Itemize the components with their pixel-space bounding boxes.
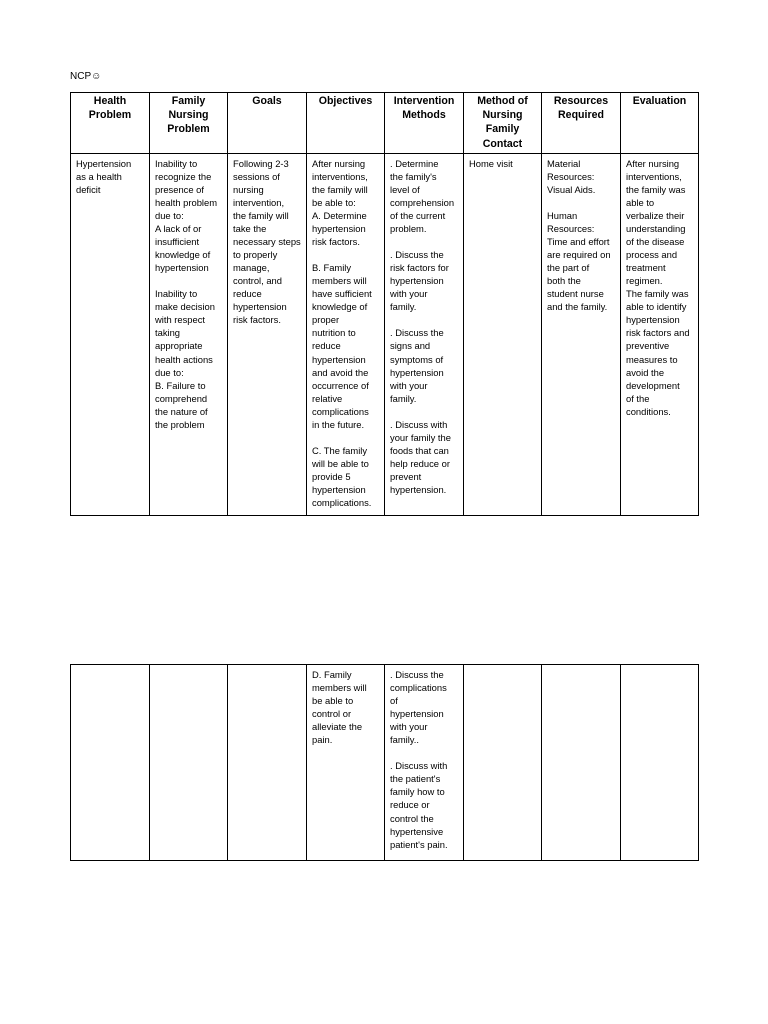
cell-objectives: D. Family members will be able to control or alleviate the pain. <box>307 665 385 861</box>
cell-health-problem <box>71 665 150 861</box>
header-objectives: Objectives <box>307 93 385 154</box>
header-resources-required: Resources Required <box>542 93 621 154</box>
cell-family-nursing-problem: Inability to recognize the presence of health problem due to: A lack of or insufficient knowledge of hypertension Inability to make decision with respect taking appropriate health actions due to: B. Failure to comprehend the nature of the problem <box>150 153 228 515</box>
cell-intervention-methods: . Determine the family's level of comprehension of the current problem. . Discuss the risk factors for hypertension with your family. . Discuss the signs and symptoms of hypertension with your family. . Discuss with your family the foods that can help reduce or prevent hypertension. <box>385 153 464 515</box>
table-header-row <box>71 93 699 154</box>
header-goals: Goals <box>228 93 307 154</box>
header-method-of-contact: Method of Nursing Family Contact <box>464 93 542 154</box>
cell-goals: Following 2-3 sessions of nursing intervention, the family will take the necessary steps to properly manage, control, and reduce hypertension risk factors. <box>228 153 307 515</box>
cell-method-of-contact: Home visit <box>464 153 542 515</box>
cell-intervention-methods: . Discuss the complications of hypertension with your family.. . Discuss with the patient's family how to reduce or control the hypertensive patient's pain. <box>385 665 464 861</box>
cell-objectives: After nursing interventions, the family will be able to: A. Determine hypertension risk factors. B. Family members will have sufficient knowledge of proper nutrition to reduce hypertension and avoid the occurrence of relative complications in the future. C. The family will be able to provide 5 hypertension complications. <box>307 153 385 515</box>
cell-evaluation: After nursing interventions, the family was able to verbalize their understanding of the disease process and treatment regimen. The family was able to identify hypertension risk factors and preventive measures to avoid the development of the conditions. <box>621 153 699 515</box>
header-evaluation: Evaluation <box>621 93 699 154</box>
cell-goals <box>228 665 307 861</box>
document-label: NCP☺ <box>70 71 102 82</box>
header-health-problem: Health Problem <box>71 93 150 154</box>
cell-health-problem: Hypertension as a health deficit <box>71 153 150 515</box>
cell-method-of-contact <box>464 665 542 861</box>
cell-resources-required: Material Resources: Visual Aids. Human Resources: Time and effort are required on the part of both the student nurse and the family. <box>542 153 621 515</box>
header-intervention-methods: Intervention Methods <box>385 93 464 154</box>
cell-evaluation <box>621 665 699 861</box>
ncp-table-page-2 <box>70 664 699 861</box>
ncp-table-page-1 <box>70 92 699 516</box>
cell-family-nursing-problem <box>150 665 228 861</box>
table-row <box>71 665 699 861</box>
header-family-nursing-problem: Family Nursing Problem <box>150 93 228 154</box>
cell-resources-required <box>542 665 621 861</box>
table-row <box>71 153 699 515</box>
